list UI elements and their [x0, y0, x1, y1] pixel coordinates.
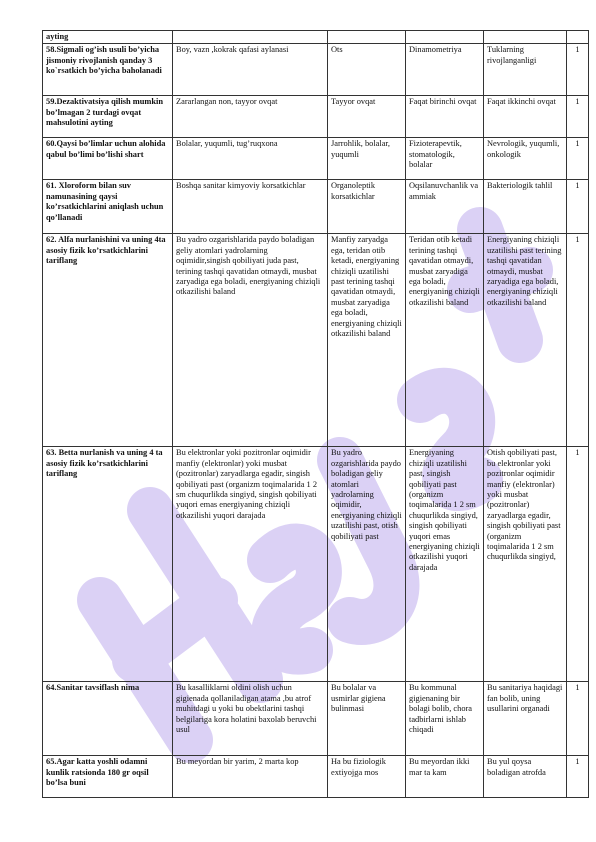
question-cell: 61. Xloroform bilan suv namunasining qaysi ko’rsatkichlarini aniqlash uchun qo’llanadi: [43, 180, 173, 234]
answer-a-cell: Bu kasalliklarni oldini olish uchun gigienada qollaniladigan atama ,bu atrof muhitdagi u yoki bu obektlarini tashqi belgilariga kora holatini baxolab beruvchi usul: [173, 682, 328, 756]
question-cell: 58.Sigmali og’ish usuli bo’yicha jismoniy rivojlanish qanday 3 ko`rsatkich bo’yicha baholanadi: [43, 44, 173, 96]
questions-table: [42, 30, 589, 798]
answer-c-cell: Oqsilanuvchanlik va ammiak: [406, 180, 484, 234]
score-cell: [567, 31, 589, 44]
answer-b-cell: Bu bolalar va usmirlar gigiena bulinmasi: [328, 682, 406, 756]
question-cell: 65.Agar katta yoshli odamni kunlik ratsionda 180 gr oqsil bo’lsa buni: [43, 756, 173, 798]
answer-d-cell: Faqat ikkinchi ovqat: [484, 96, 567, 138]
table-row: [43, 756, 589, 798]
question-cell: 62. Alfa nurlanishini va uning 4ta asosiy fizik ko’rsatkichlarini tariflang: [43, 234, 173, 447]
answer-c-cell: Bu meyordan ikki mar ta kam: [406, 756, 484, 798]
table-row: [43, 234, 589, 447]
answer-b-cell: Jarrohlik, bolalar, yuqumli: [328, 138, 406, 180]
answer-b-cell: Organoleptik korsatkichlar: [328, 180, 406, 234]
score-cell: 1: [567, 96, 589, 138]
answer-d-cell: [484, 31, 567, 44]
answer-c-cell: Energiyaning chiziqli uzatilishi past, singish qobiliyati past (organizm toqimalarida 1 2 sm chuqurlikda singiyd, singish qobiliyati yuqori emas energiyaning chiziqli otkazilishi yuqori darajada: [406, 447, 484, 682]
answer-a-cell: Bu elektronlar yoki pozitronlar oqimidir manfiy (elektronlar) yoki musbat (pozitronlar) zaryadlarga egadir, singish qobiliyati past (organizm toqimalarida 1 2 sm chuqurlikda singiyd, singish qobiliyati yuqori emas energiyaning chiziqli otkazilishi yuqori darajada: [173, 447, 328, 682]
score-cell: 1: [567, 138, 589, 180]
table-row: [43, 96, 589, 138]
question-cell: 60.Qaysi bo’limlar uchun alohida qabul bo’limi bo’lishi shart: [43, 138, 173, 180]
answer-c-cell: Faqat birinchi ovqat: [406, 96, 484, 138]
answer-a-cell: Bu yadro ozgarishlarida paydo boladigan geliy atomlari yadrolarning oqimidir,singish qobiliyati juda past, terining tashqi qavatidan otmaydi, musbat zaryadiga ega boladi, energiyaning chiziqli otkazilishi baland: [173, 234, 328, 447]
score-cell: 1: [567, 234, 589, 447]
table-row: [43, 31, 589, 44]
answer-b-cell: Ots: [328, 44, 406, 96]
question-cell: 59.Dezaktivatsiya qilish mumkin bo’lmagan 2 turdagi ovqat mahsulotini ayting: [43, 96, 173, 138]
answer-c-cell: [406, 31, 484, 44]
score-cell: 1: [567, 44, 589, 96]
answer-d-cell: Nevrologik, yuqumli, onkologik: [484, 138, 567, 180]
answer-d-cell: Energiyaning chiziqli uzatilishi past terining tashqi qavatidan otmaydi, musbat zaryadiga ega boladi, energiyaning chiziqli otkazilishi baland: [484, 234, 567, 447]
table-row: [43, 44, 589, 96]
answer-a-cell: Boy, vazn ,kokrak qafasi aylanasi: [173, 44, 328, 96]
answer-b-cell: [328, 31, 406, 44]
score-cell: 1: [567, 682, 589, 756]
answer-a-cell: Boshqa sanitar kimyoviy korsatkichlar: [173, 180, 328, 234]
answer-b-cell: Manfiy zaryadga ega, teridan otib ketadi, energiyaning chiziqli uzatilishi past terining tashqi qavatidan otmaydi, musbat zaryadiga ega boladi, energiyaning chiziqli otkazilishi baland: [328, 234, 406, 447]
table-row: [43, 180, 589, 234]
answer-b-cell: Ha bu fiziologik extiyojga mos: [328, 756, 406, 798]
answer-c-cell: Teridan otib ketadi terining tashqi qavatidan otmaydi, musbat zaryadiga ega boladi, energiyaning chiziqli otkazilishi baland: [406, 234, 484, 447]
answer-a-cell: Bolalar, yuqumli, tug’ruqxona: [173, 138, 328, 180]
answer-c-cell: Fizioterapevtik, stomatologik, bolalar: [406, 138, 484, 180]
question-cell: ayting: [43, 31, 173, 44]
score-cell: 1: [567, 447, 589, 682]
answer-a-cell: Zararlangan non, tayyor ovqat: [173, 96, 328, 138]
answer-d-cell: Tuklarning rivojlanganligi: [484, 44, 567, 96]
table-row: [43, 447, 589, 682]
answer-a-cell: [173, 31, 328, 44]
answer-c-cell: Dinamometriya: [406, 44, 484, 96]
answer-c-cell: Bu kommunal gigienaning bir bolagi bolib, chora tadbirlarni ishlab chiqadi: [406, 682, 484, 756]
answer-d-cell: Bu sanitariya haqidagi fan bolib, uning usullarini organadi: [484, 682, 567, 756]
question-cell: 64.Sanitar tavsiflash nima: [43, 682, 173, 756]
answer-a-cell: Bu meyordan bir yarim, 2 marta kop: [173, 756, 328, 798]
answer-b-cell: Tayyor ovqat: [328, 96, 406, 138]
answer-d-cell: Otish qobiliyati past, bu elektronlar yoki pozitronlar oqimidir manfiy (elektronlar) yoki musbat (pozitronlar) zaryadlarga egadir, singish qobiliyati past (organizm toqimalarida 1 2 sm chuqurlikda singiyd,: [484, 447, 567, 682]
question-cell: 63. Betta nurlanish va uning 4 ta asosiy fizik ko’rsatkichlarini tariflang: [43, 447, 173, 682]
score-cell: 1: [567, 180, 589, 234]
table-row: [43, 682, 589, 756]
table-row: [43, 138, 589, 180]
questions-table-body: [43, 31, 589, 798]
score-cell: 1: [567, 756, 589, 798]
answer-b-cell: Bu yadro ozgarishlarida paydo boladigan geliy atomlari yadrolarning oqimidir, energiyaning chiziqli uzatilishi past, otish qobiliyati past: [328, 447, 406, 682]
answer-d-cell: Bakteriologik tahlil: [484, 180, 567, 234]
answer-d-cell: Bu yul qoysa boladigan atrofda: [484, 756, 567, 798]
